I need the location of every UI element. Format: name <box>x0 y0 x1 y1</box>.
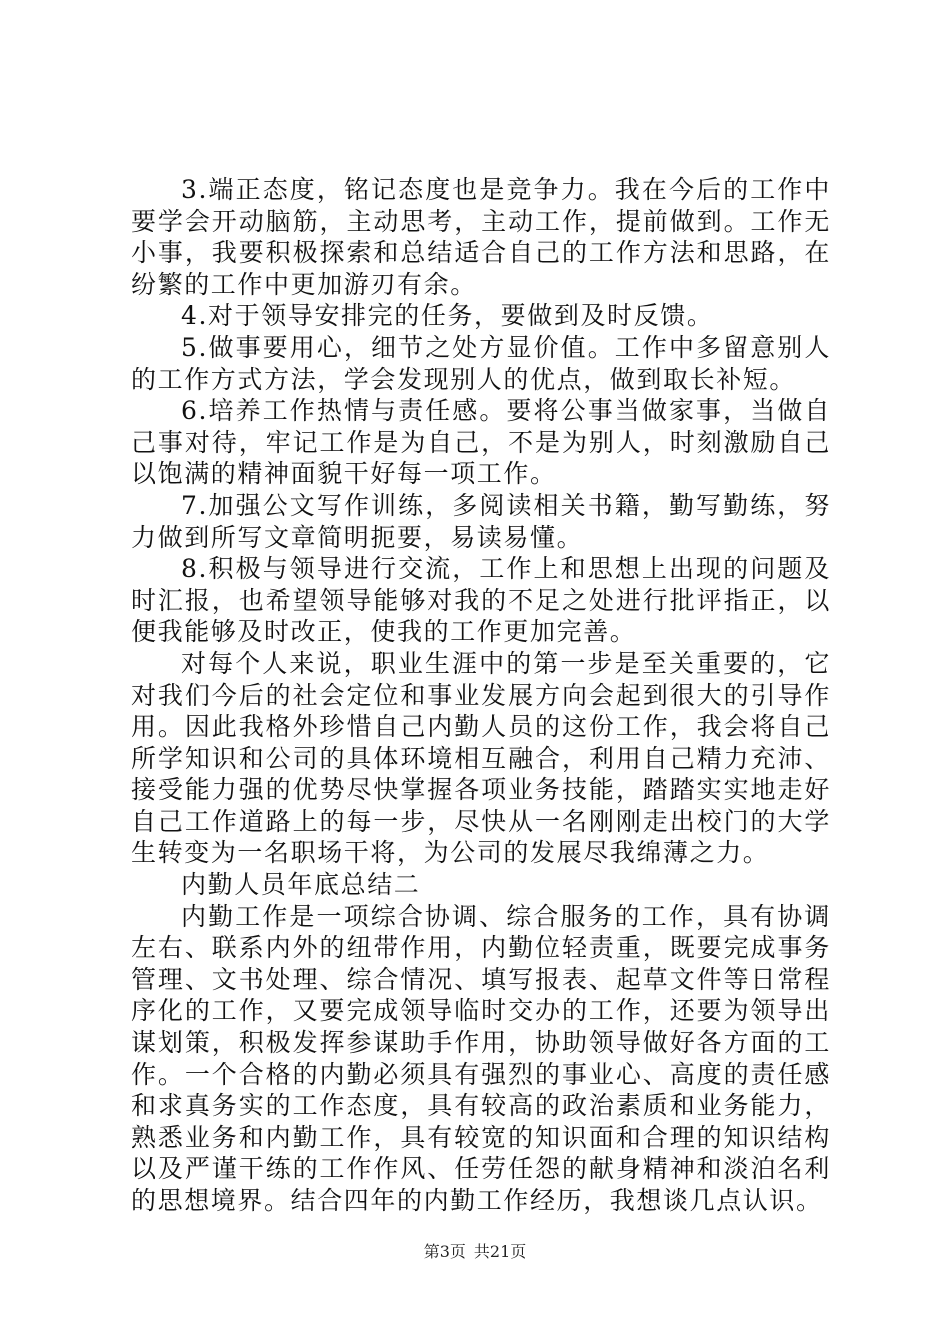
paragraph-item-5: 5.做事要用心，细节之处方显价值。工作中多留意别人的工作方式方法，学会发现别人的优点，做到取长补短。 <box>131 332 831 394</box>
paragraph-item-8: 8.积极与领导进行交流，工作上和思想上出现的问题及时汇报，也希望领导能够对我的不足之处进行批评指正，以便我能够及时改正，使我的工作更加完善。 <box>131 554 831 647</box>
paragraph-item-6: 6.培养工作热情与责任感。要将公事当做家事，当做自己事对待，牢记工作是为自己，不是为别人，时刻激励自己以饱满的精神面貌干好每一项工作。 <box>131 396 831 489</box>
paragraph-conclusion: 对每个人来说，职业生涯中的第一步是至关重要的，它对我们今后的社会定位和事业发展方向会起到很大的引导作用。因此我格外珍惜自己内勤人员的这份工作，我会将自己所学知识和公司的具体环境相互融合，利用自己精力充沛、接受能力强的优势尽快掌握各项业务技能，踏踏实实地走好自己工作道路上的每一步，尽快从一名刚刚走出校门的大学生转变为一名职场干将，为公司的发展尽我绵薄之力。 <box>131 648 831 868</box>
page-number-current: 第3页 <box>423 1242 466 1261</box>
paragraph-intro-two: 内勤工作是一项综合协调、综合服务的工作，具有协调左右、联系内外的纽带作用，内勤位轻责重，既要完成事务管理、文书处理、综合情况、填写报表、起草文件等日常程序化的工作，又要完成领导临时交办的工作，还要为领导出谋划策，积极发挥参谋助手作用，协助领导做好各方面的工作。一个合格的内勤必须具有强烈的事业心、高度的责任感和求真务实的工作态度，具有较高的政治素质和业务能力，熟悉业务和内勤工作，具有较宽的知识面和合理的知识结构以及严谨干练的工作作风、任劳任怨的献身精神和淡泊名利的思想境界。结合四年的内勤工作经历，我想谈几点认识。 <box>131 901 831 1215</box>
paragraph-item-3: 3.端正态度，铭记态度也是竞争力。我在今后的工作中要学会开动脑筋，主动思考，主动工作，提前做到。工作无小事，我要积极探索和总结适合自己的工作方法和思路，在纷繁的工作中更加游刃有余。 <box>131 175 831 299</box>
page-number-total: 共21页 <box>473 1242 527 1261</box>
paragraph-item-7: 7.加强公文写作训练，多阅读相关书籍，勤写勤练，努力做到所写文章简明扼要，易读易懂。 <box>131 490 831 552</box>
document-body <box>131 174 831 1217</box>
paragraph-item-4: 4.对于领导安排完的任务，要做到及时反馈。 <box>181 301 714 331</box>
page-footer <box>0 1242 950 1262</box>
section-heading: 内勤人员年底总结二 <box>181 870 421 900</box>
